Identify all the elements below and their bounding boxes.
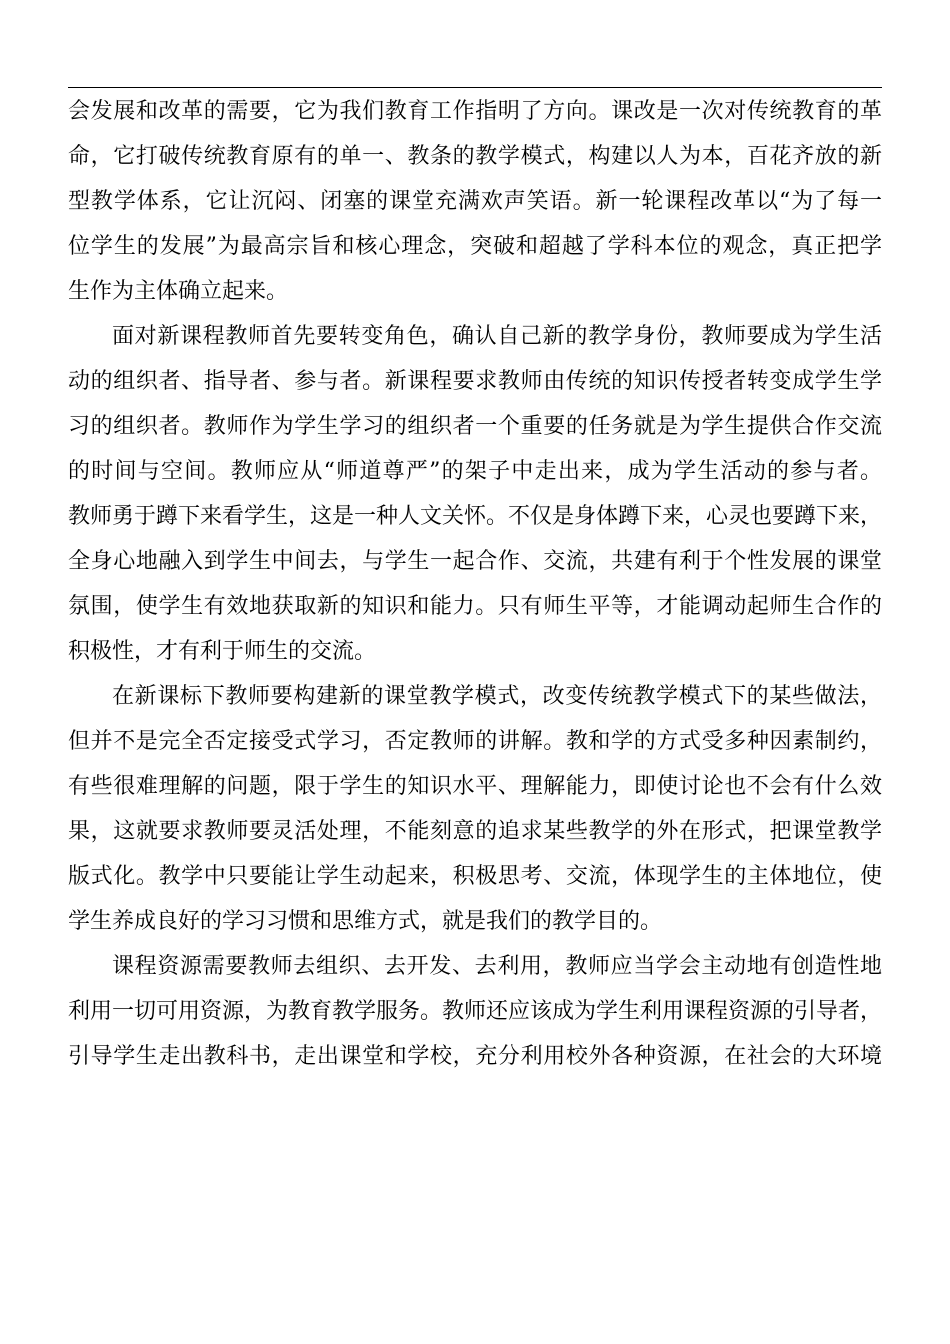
paragraph: [68, 674, 882, 944]
text-line: 有些很难理解的问题，限于学生的知识水平、理解能力，即使讨论也不会有什么效: [68, 774, 882, 799]
text-line: 命，它打破传统教育原有的单一、教条的教学模式，构建以人为本，百花齐放的新: [68, 144, 882, 169]
paragraph: [68, 314, 882, 674]
text-line: 动的组织者、指导者、参与者。新课程要求教师由传统的知识传授者转变成学生学: [68, 369, 882, 394]
text-line: 位学生的发展”为最高宗旨和核心理念，突破和超越了学科本位的观念，真正把学: [68, 234, 882, 259]
text-line: 型教学体系，它让沉闷、闭塞的课堂充满欢声笑语。新一轮课程改革以“为了每一: [68, 189, 882, 214]
text-line: 的时间与空间。教师应从“师道尊严”的架子中走出来，成为学生活动的参与者。: [68, 459, 882, 484]
text-line: 果，这就要求教师要灵活处理，不能刻意的追求某些教学的外在形式，把课堂教学: [68, 819, 882, 844]
text-line: 全身心地融入到学生中间去，与学生一起合作、交流，共建有利于个性发展的课堂: [68, 549, 882, 574]
text-line: 利用一切可用资源，为教育教学服务。教师还应该成为学生利用课程资源的引导者，: [68, 999, 883, 1024]
text-line: 生作为主体确立起来。: [68, 279, 289, 304]
text-line: 版式化。教学中只要能让学生动起来，积极思考、交流，体现学生的主体地位，使: [68, 864, 882, 889]
text-line: 在新课标下教师要构建新的课堂教学模式，改变传统教学模式下的某些做法，: [112, 684, 882, 709]
text-line: 课程资源需要教师去组织、去开发、去利用，教师应当学会主动地有创造性地: [112, 954, 882, 979]
document-body: [68, 89, 882, 1079]
text-line: 教师勇于蹲下来看学生，这是一种人文关怀。不仅是身体蹲下来，心灵也要蹲下来，: [68, 504, 883, 529]
text-line: 氛围，使学生有效地获取新的知识和能力。只有师生平等，才能调动起师生合作的: [68, 594, 882, 619]
text-line: 积极性，才有利于师生的交流。: [68, 639, 377, 664]
text-line: 面对新课程教师首先要转变角色，确认自己新的教学身份，教师要成为学生活: [112, 324, 882, 349]
text-line: 学生养成良好的学习习惯和思维方式，就是我们的教学目的。: [68, 909, 663, 934]
paragraph: [68, 89, 882, 314]
text-line: 会发展和改革的需要，它为我们教育工作指明了方向。课改是一次对传统教育的革: [68, 99, 882, 124]
text-line: 但并不是完全否定接受式学习，否定教师的讲解。教和学的方式受多种因素制约，: [68, 729, 882, 754]
paragraph: [68, 944, 882, 1079]
text-line: 引导学生走出教科书，走出课堂和学校，充分利用校外各种资源，在社会的大环境: [68, 1044, 882, 1069]
header-rule: [68, 87, 882, 88]
text-line: 习的组织者。教师作为学生学习的组织者一个重要的任务就是为学生提供合作交流: [68, 414, 882, 439]
